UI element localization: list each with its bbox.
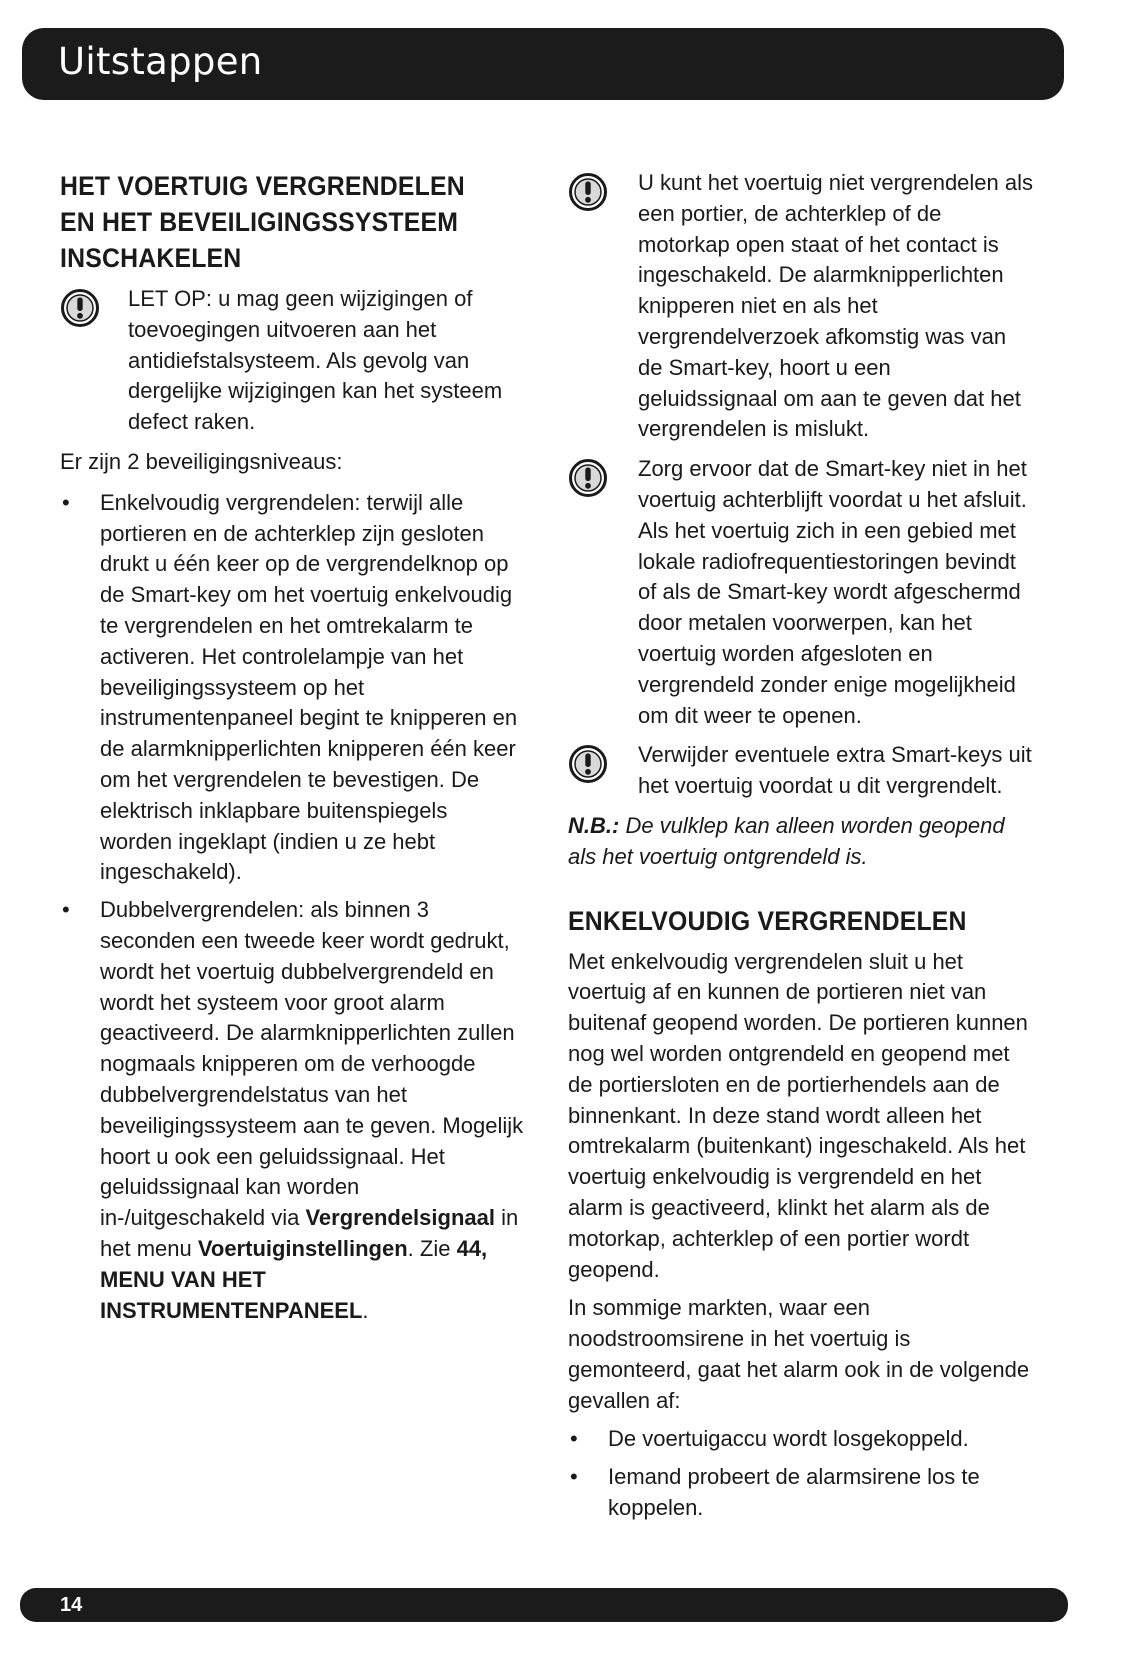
warning-exclamation-icon	[568, 744, 608, 784]
section-heading-lock-and-arm: HET VOERTUIG VERGRENDELEN EN HET BEVEILIGINGSSYSTEEM INSCHAKELEN	[60, 171, 465, 273]
alarm-cases-list	[568, 1424, 1034, 1523]
menu-name: Voertuiginstellingen	[197, 1235, 408, 1261]
body-paragraph: In sommige markten, waar een noodstroomsirene in het voertuig is gemonteerd, gaat het alarm ook in de volgende gevallen af:	[568, 1295, 1030, 1413]
warning-text: LET OP: u mag geen wijzigingen of toevoegingen uitvoeren aan het antidiefstalsysteem. Als gevolg van dergelijke wijzigingen kan het systeem defect raken.	[128, 286, 503, 435]
warning-block	[568, 168, 1034, 445]
list-item-text: Iemand probeert de alarmsirene los te koppelen.	[608, 1464, 980, 1521]
list-item-text: Enkelvoudig vergrendelen: terwijl alle portieren en de achterklep zijn gesloten drukt u één keer op de vergrendelknop op de Smart-key om het voertuig enkelvoudig te vergrendelen en het omtrekalarm te activeren. Het controlelampje van het beveiligingssysteem op het instrumentenpaneel begint te knipperen en de alarmknipperlichten knipperen één keer om het vergrendelen te bevestigen. De elektrisch inklapbare buitenspiegels worden ingeklapt (indien u ze hebt ingeschakeld).	[100, 489, 518, 885]
note-label: N.B.:	[568, 812, 620, 838]
warning-block	[60, 284, 525, 438]
footer-bar	[20, 1588, 1068, 1622]
bullet-icon: •	[570, 1464, 578, 1490]
bullet-icon: •	[62, 897, 70, 923]
body-paragraph: Met enkelvoudig vergrendelen sluit u het voertuig af en kunnen de portieren niet van buitenaf geopend worden. De portieren kunnen nog wel worden ontgrendeld en geopend met de portiersloten en de portierhendels aan de binnenkant. In deze stand wordt alleen het omtrekalarm (buitenkant) ingeschakeld. Als het voertuig enkelvoudig is vergrendeld en het alarm is geactiveerd, klinkt het alarm als de motorkap, achterklep of een portier wordt geopend.	[568, 948, 1028, 1282]
list-item	[568, 1462, 1034, 1524]
menu-option-name: Vergrendelsignaal	[305, 1205, 495, 1231]
warning-exclamation-icon	[568, 458, 608, 498]
list-item	[568, 1424, 1034, 1455]
left-column	[60, 168, 525, 1333]
warning-text: U kunt het voertuig niet vergrendelen als een portier, de achterklep of de motorkap open staat of het contact is ingeschakeld. De alarmknipperlichten knipperen niet en als het vergrendelverzoek afkomstig was van de Smart-key, hoort u een geluidssignaal om aan te geven dat het vergrendelen is mislukt.	[638, 170, 1034, 442]
warning-exclamation-icon	[568, 172, 608, 212]
list-item-text: Dubbelvergrendelen: als binnen 3 seconden een tweede keer wordt gedrukt, wordt het voertuig dubbelvergrendeld en wordt het systeem voor groot alarm geactiveerd. De alarmknipperlichten zullen nogmaals knipperen om de verhoogde dubbelvergrendelstatus van het beveiligingssysteem aan te geven. Mogelijk hoort u ook een geluidssignaal. Het geluidssignaal kan worden in-/uitgeschakeld via Vergrendelsignaal in het menu Voertuiginstellingen. Zie 44, MENU VAN HET INSTRUMENTENPANEEL.	[100, 897, 524, 1323]
warning-text: Zorg ervoor dat de Smart-key niet in het voertuig achterblijft voordat u het afsluit. Als het voertuig zich in een gebied met lokale radiofrequentiestoringen bevindt of als de Smart-key wordt afgeschermd door metalen voorwerpen, kan het voertuig worden afgesloten en vergrendeld zonder enige mogelijkheid om dit weer te openen.	[638, 456, 1027, 728]
security-levels-list	[60, 488, 525, 1327]
note	[568, 811, 1034, 873]
security-levels-intro: Er zijn 2 beveiligingsniveaus:	[60, 448, 343, 474]
right-column	[568, 168, 1034, 1531]
warning-block	[568, 740, 1034, 802]
warning-exclamation-icon	[60, 288, 100, 328]
bullet-icon: •	[570, 1426, 578, 1452]
page-title: Uitstappen	[58, 40, 263, 83]
page-number: 14	[60, 1594, 83, 1616]
bullet-icon: •	[62, 489, 70, 515]
cross-reference: 44, MENU VAN HET INSTRUMENTENPANEEL	[100, 1235, 488, 1323]
note-text: De vulklep kan alleen worden geopend als het voertuig ontgrendeld is.	[568, 812, 1005, 869]
section-heading-single-locking: ENKELVOUDIG VERGRENDELEN	[568, 905, 967, 936]
warning-block	[568, 454, 1034, 731]
list-item	[60, 895, 525, 1326]
warning-text: Verwijder eventuele extra Smart-keys uit het voertuig voordat u dit vergrendelt.	[638, 742, 1032, 799]
list-item	[60, 488, 525, 888]
list-item-text: De voertuigaccu wordt losgekoppeld.	[608, 1426, 969, 1452]
